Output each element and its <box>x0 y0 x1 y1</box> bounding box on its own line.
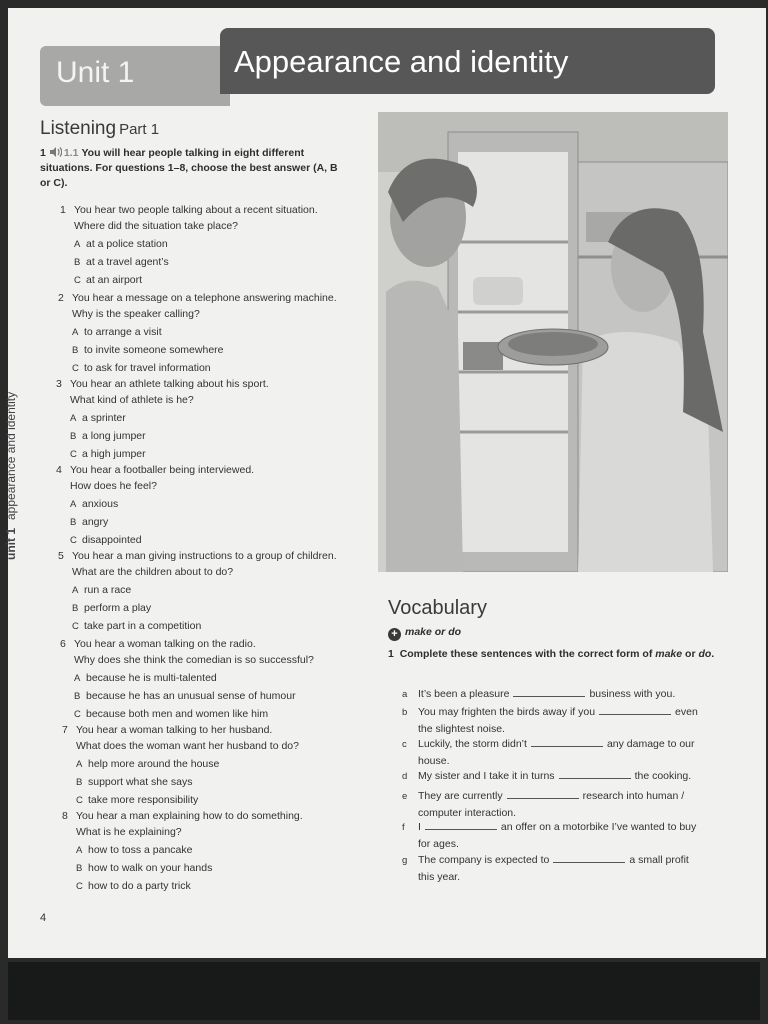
answer-blank[interactable] <box>425 819 497 830</box>
answer-option-b[interactable] <box>72 601 151 616</box>
option-letter: C <box>76 881 83 892</box>
question-line1: You hear a message on a telephone answering machine. <box>72 292 337 304</box>
question-5 <box>58 548 382 580</box>
vocab-item-d <box>402 768 732 785</box>
answer-option-b[interactable] <box>74 689 296 704</box>
listening-heading <box>40 118 159 140</box>
option-text: a high jumper <box>82 448 146 460</box>
item-text-before: The company is expected to <box>418 854 550 866</box>
answer-blank[interactable] <box>531 736 603 747</box>
answer-option-c[interactable] <box>74 707 268 722</box>
option-text: to arrange a visit <box>84 326 162 338</box>
answer-option-a[interactable] <box>76 843 192 858</box>
spine-title: appearance and identity <box>4 391 18 520</box>
question-line1: You hear a footballer being interviewed. <box>70 464 255 476</box>
item-text-after: any damage to our <box>606 738 695 750</box>
answer-option-c[interactable] <box>76 879 191 894</box>
answer-blank[interactable] <box>553 852 625 863</box>
page-title: Appearance and identity <box>234 44 569 79</box>
item-text-cont: house. <box>418 755 450 767</box>
question-text <box>76 722 386 754</box>
item-letter: d <box>402 771 408 782</box>
vocab-exercise-number: 1 <box>388 648 394 660</box>
unit-badge <box>40 46 230 106</box>
answer-option-c[interactable] <box>76 793 198 808</box>
question-line2: How does he feel? <box>70 480 157 492</box>
option-letter: B <box>74 691 81 702</box>
answer-blank[interactable] <box>559 768 631 779</box>
question-text <box>70 376 380 408</box>
question-text <box>74 636 384 668</box>
option-letter: B <box>72 345 79 356</box>
module-title: make or do <box>405 626 462 638</box>
option-letter: C <box>70 535 77 546</box>
item-text-cont: for ages. <box>418 838 459 850</box>
question-text <box>70 462 380 494</box>
question-line2: Why does she think the comedian is so successful? <box>74 654 314 666</box>
plus-icon: + <box>388 628 401 641</box>
question-line1: You hear a man explaining how to do something. <box>76 810 303 822</box>
question-3 <box>56 376 380 408</box>
answer-blank[interactable] <box>507 788 579 799</box>
question-7 <box>62 722 386 754</box>
question-line1: You hear a woman talking on the radio. <box>74 638 256 650</box>
side-spine-label <box>4 392 18 560</box>
option-text: at an airport <box>86 274 143 286</box>
question-line1: You hear a man giving instructions to a group of children. <box>72 550 337 562</box>
option-text: support what she says <box>88 776 193 788</box>
answer-blank[interactable] <box>599 704 671 715</box>
item-text-cont: this year. <box>418 871 461 883</box>
instruction-end: . <box>711 648 715 660</box>
option-text: because he has an unusual sense of humour <box>86 690 296 702</box>
option-letter: C <box>72 621 79 632</box>
instruction-text: You will hear people talking in eight different situations. For questions 1–8, choose the best answer (A, B or C). <box>40 147 338 189</box>
item-letter: g <box>402 855 408 866</box>
option-text: a long jumper <box>82 430 146 442</box>
option-letter: B <box>70 517 77 528</box>
listening-title: Listening <box>40 118 117 139</box>
option-letter: C <box>74 709 81 720</box>
option-text: disappointed <box>82 534 142 546</box>
answer-option-a[interactable] <box>76 757 219 772</box>
option-letter: A <box>76 845 83 856</box>
option-text: run a race <box>84 584 132 596</box>
page-number: 4 <box>40 912 47 924</box>
answer-option-b[interactable] <box>74 255 169 270</box>
item-text-before: You may frighten the birds away if you <box>418 706 596 718</box>
answer-option-c[interactable] <box>70 533 142 548</box>
item-text-after: even <box>675 706 698 718</box>
answer-option-a[interactable] <box>72 325 162 340</box>
option-text: at a police station <box>86 238 168 250</box>
question-text <box>76 808 386 840</box>
question-line2: What kind of athlete is he? <box>70 394 194 406</box>
answer-option-a[interactable] <box>70 411 126 426</box>
item-letter: c <box>402 739 407 750</box>
vocab-item-f <box>402 819 732 852</box>
item-letter: e <box>402 791 408 802</box>
title-banner <box>220 28 715 94</box>
item-text-cont: computer interaction. <box>418 807 517 819</box>
instruction-part: Complete these sentences with the correct form of <box>399 648 656 660</box>
item-text-after: research into human / <box>582 790 685 802</box>
option-letter: A <box>76 759 83 770</box>
question-line2: Why is the speaker calling? <box>72 308 200 320</box>
vocab-item-a <box>402 686 732 703</box>
answer-option-b[interactable] <box>70 515 108 530</box>
vocabulary-heading: Vocabulary <box>388 597 487 619</box>
option-text: how to toss a pancake <box>88 844 193 856</box>
answer-option-a[interactable] <box>72 583 131 598</box>
answer-option-c[interactable] <box>74 273 142 288</box>
answer-option-b[interactable] <box>76 775 192 790</box>
option-letter: C <box>74 275 81 286</box>
question-line2: What are the children about to do? <box>72 566 234 578</box>
option-text: at a travel agent’s <box>86 256 169 268</box>
option-letter: B <box>72 603 79 614</box>
instruction-or: or <box>682 648 699 660</box>
vocab-item-g <box>402 852 732 885</box>
item-letter: b <box>402 707 408 718</box>
option-text: to ask for travel information <box>84 362 211 374</box>
question-number: 5 <box>58 550 64 562</box>
option-text: take more responsibility <box>88 794 199 806</box>
answer-option-b[interactable] <box>72 343 224 358</box>
spine-unit: unit 1 <box>4 528 18 560</box>
item-text-before: It’s been a pleasure <box>418 688 510 700</box>
item-text-before: My sister and I take it in turns <box>418 770 555 782</box>
question-line2: Where did the situation take place? <box>74 220 239 232</box>
option-text: help more around the house <box>88 758 220 770</box>
question-number: 6 <box>60 638 66 650</box>
option-text: to invite someone somewhere <box>84 344 224 356</box>
question-6 <box>60 636 384 668</box>
option-text: because he is multi-talented <box>86 672 217 684</box>
option-text: angry <box>82 516 109 528</box>
listening-instruction <box>40 146 340 191</box>
option-letter: A <box>70 499 77 510</box>
option-text: how to do a party trick <box>88 880 191 892</box>
option-text: a sprinter <box>82 412 126 424</box>
question-line2: What does the woman want her husband to do? <box>76 740 299 752</box>
option-text: how to walk on your hands <box>88 862 213 874</box>
question-number: 2 <box>58 292 64 304</box>
exercise-number: 1 <box>40 147 46 159</box>
answer-option-c[interactable] <box>72 361 211 376</box>
vocab-item-c <box>402 736 732 769</box>
option-letter: B <box>70 431 77 442</box>
option-text: perform a play <box>84 602 152 614</box>
photo-couple-at-fridge <box>378 112 728 572</box>
option-text: because both men and women like him <box>86 708 269 720</box>
question-4 <box>56 462 380 494</box>
question-8 <box>62 808 386 840</box>
question-text <box>72 548 382 580</box>
option-letter: A <box>74 239 81 250</box>
option-letter: B <box>76 863 83 874</box>
answer-option-a[interactable] <box>74 237 168 252</box>
listening-part: Part 1 <box>119 121 160 138</box>
vocabulary-instruction <box>388 646 728 662</box>
question-number: 1 <box>60 204 66 216</box>
answer-option-a[interactable] <box>74 671 217 686</box>
unit-label: Unit 1 <box>56 56 135 89</box>
answer-option-b[interactable] <box>70 429 146 444</box>
item-text-after: an offer on a motorbike I’ve wanted to buy <box>500 821 697 833</box>
option-letter: B <box>76 777 83 788</box>
question-line1: You hear an athlete talking about his sport. <box>70 378 269 390</box>
question-number: 3 <box>56 378 62 390</box>
option-text: take part in a competition <box>84 620 202 632</box>
question-1 <box>60 202 384 234</box>
item-letter: f <box>402 822 405 833</box>
item-letter: a <box>402 689 408 700</box>
question-line2: What is he explaining? <box>76 826 182 838</box>
option-letter: A <box>70 413 77 424</box>
item-text-cont: the slightest noise. <box>418 723 505 735</box>
question-text <box>74 202 384 234</box>
item-text-before: They are currently <box>418 790 503 802</box>
item-text-after: business with you. <box>589 688 676 700</box>
question-number: 4 <box>56 464 62 476</box>
option-letter: A <box>74 673 81 684</box>
item-text-before: Luckily, the storm didn’t <box>418 738 527 750</box>
item-text-after: a small profit <box>629 854 689 866</box>
option-letter: C <box>72 363 79 374</box>
instruction-do: do <box>698 648 712 660</box>
question-2 <box>58 290 382 322</box>
vocabulary-module <box>388 626 461 641</box>
answer-option-b[interactable] <box>76 861 212 876</box>
question-line1: You hear two people talking about a recent situation. <box>74 204 318 216</box>
answer-option-a[interactable] <box>70 497 118 512</box>
option-letter: C <box>76 795 83 806</box>
vocab-item-b <box>402 704 732 737</box>
option-letter: C <box>70 449 77 460</box>
instruction-make: make <box>655 648 683 660</box>
option-letter: B <box>74 257 81 268</box>
option-letter: A <box>72 585 79 596</box>
audio-icon[interactable] <box>50 147 62 157</box>
vocab-item-e <box>402 788 732 821</box>
scan-bottom-edge <box>8 962 760 1020</box>
track-number: 1.1 <box>63 147 79 159</box>
answer-option-c[interactable] <box>72 619 201 634</box>
question-number: 7 <box>62 724 68 736</box>
item-text-after: the cooking. <box>634 770 692 782</box>
option-text: anxious <box>82 498 119 510</box>
question-line1: You hear a woman talking to her husband. <box>76 724 273 736</box>
option-letter: A <box>72 327 79 338</box>
item-text-before: I <box>418 821 421 833</box>
answer-option-c[interactable] <box>70 447 146 462</box>
question-number: 8 <box>62 810 68 822</box>
answer-blank[interactable] <box>513 686 585 697</box>
question-text <box>72 290 382 322</box>
